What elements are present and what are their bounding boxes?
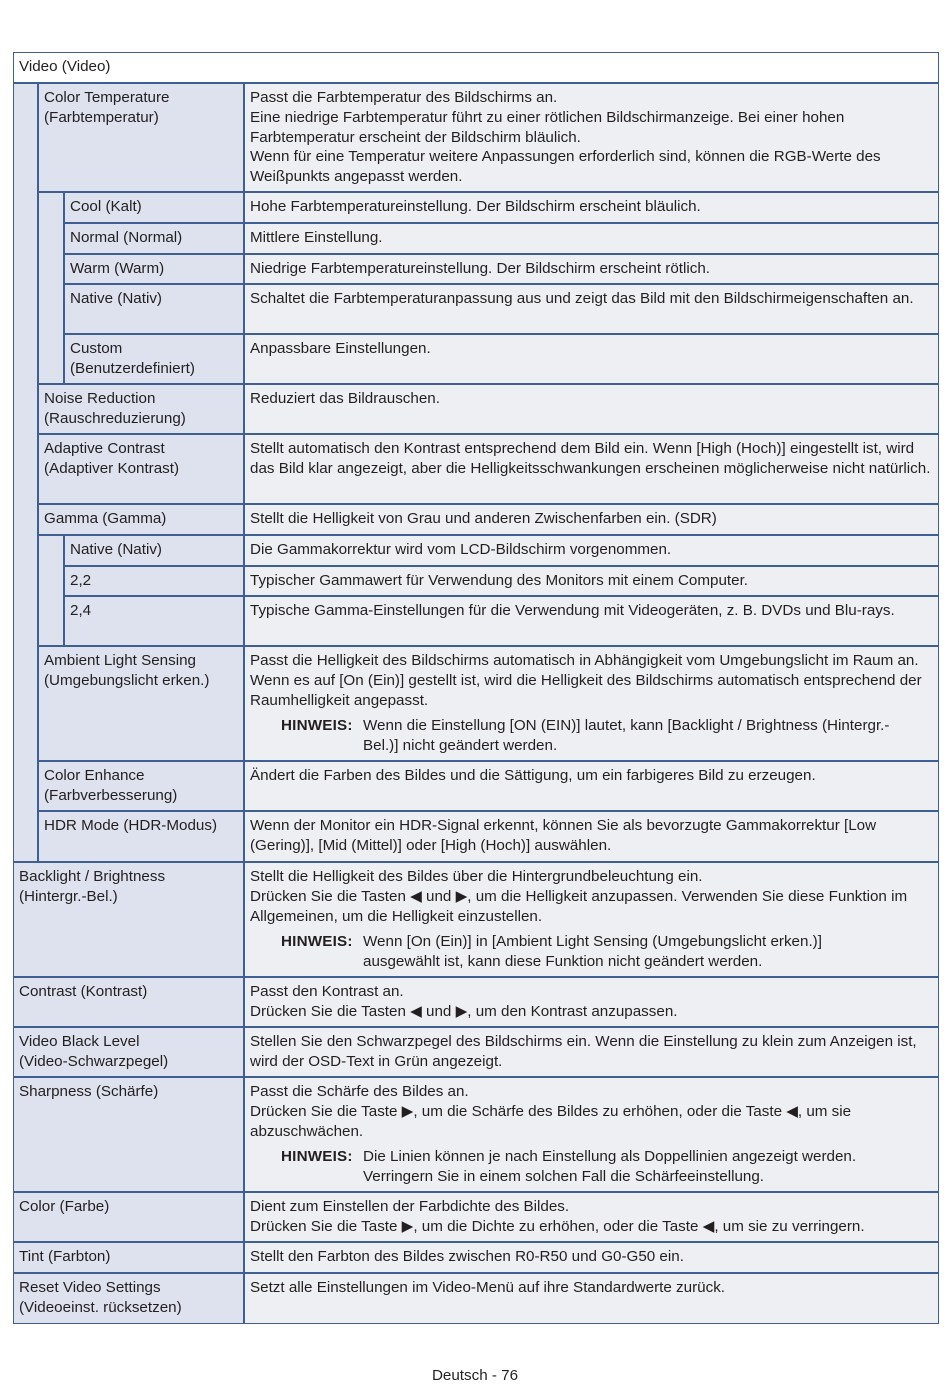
setting-label-reset-video-settings [13, 1273, 244, 1324]
setting-description-text: Setzt alle Einstellungen im Video-Menü auf ihre Standardwerte zurück. [250, 1279, 726, 1296]
setting-description-color-temperature [244, 83, 939, 192]
section-header-text: Video (Video) [19, 58, 111, 75]
note-block [250, 932, 933, 972]
setting-label-text: (Benutzerdefiniert) [70, 359, 195, 377]
setting-label-native-gamma [64, 535, 244, 566]
setting-label-cool [64, 192, 244, 223]
setting-label-text: Backlight / Brightness [19, 868, 166, 885]
indent-pad-color-temp [38, 192, 64, 384]
setting-description-text: Hohe Farbtemperatureinstellung. Der Bildschirm erscheint bläulich. [250, 198, 701, 215]
setting-label-contrast [13, 977, 244, 1027]
setting-description-text: Ändert die Farben des Bildes und die Sättigung, um ein farbigeres Bild zu erzeugen. [250, 767, 816, 784]
setting-label-text: (Adaptiver Kontrast) [44, 459, 180, 477]
setting-label-text: Tint (Farbton) [19, 1248, 111, 1265]
setting-description-ambient-light-sensing [244, 646, 939, 761]
setting-label-gamma-24 [64, 596, 244, 646]
setting-label-ambient-light-sensing [38, 646, 244, 761]
note-text: Verringern Sie in einem solchen Fall die Schärfeeinstellung. [363, 1168, 765, 1186]
setting-description-text: Stellt die Helligkeit des Bildes über die Hintergrundbeleuchtung ein. [250, 868, 703, 885]
setting-label-sharpness [13, 1077, 244, 1192]
setting-description-text: Passt den Kontrast an. [250, 983, 404, 1000]
setting-label-text: (Hintergr.-Bel.) [19, 887, 118, 905]
setting-description-text: Niedrige Farbtemperatureinstellung. Der Bildschirm erscheint rötlich. [250, 260, 711, 277]
setting-label-color-temperature [38, 83, 244, 192]
note-block [250, 716, 933, 756]
setting-description-text: Anpassbare Einstellungen. [250, 340, 431, 357]
setting-description-text: Schaltet die Farbtemperaturanpassung aus und zeigt das Bild mit den Bildschirmeigenschaften an. [250, 290, 914, 307]
note-text: Die Linien können je nach Einstellung als Doppellinien angezeigt werden. [363, 1148, 857, 1166]
setting-label-color-enhance [38, 761, 244, 811]
setting-label-text: (Videoeinst. rücksetzen) [19, 1298, 182, 1316]
setting-label-text: Contrast (Kontrast) [19, 983, 148, 1000]
setting-label-warm [64, 254, 244, 284]
setting-label-gamma-22 [64, 566, 244, 596]
setting-description-text: Passt die Farbtemperatur des Bildschirms an. [250, 89, 558, 106]
setting-label-text: Warm (Warm) [70, 260, 165, 277]
setting-description-text: Passt die Helligkeit des Bildschirms automatisch in Abhängigkeit vom Umgebungslicht im Raum an. Wenn es auf [On (Ein)] gestellt ist, wird die Helligkeit des Bildschirms automatisch entsprechend der Raumhelligkeit angepasst. [250, 652, 922, 709]
setting-description-text: Drücken Sie die Taste ▶, um die Schärfe des Bildes zu erhöhen, oder die Taste ◀, um sie abzuschwächen. [250, 1102, 852, 1140]
setting-label-gamma [38, 504, 244, 535]
setting-label-text: Sharpness (Schärfe) [19, 1083, 159, 1100]
setting-label-color [13, 1192, 244, 1242]
page-footer: Deutsch - 76 [431, 1367, 519, 1384]
setting-description-custom [244, 334, 939, 384]
setting-description-gamma-24 [244, 596, 939, 646]
setting-label-text: 2,4 [70, 602, 92, 619]
setting-description-tint [244, 1242, 939, 1273]
setting-label-noise-reduction [38, 384, 244, 434]
setting-label-text: (Farbverbesserung) [44, 786, 178, 804]
setting-description-text: Dient zum Einstellen der Farbdichte des Bildes. [250, 1198, 570, 1215]
setting-description-text: Wenn für eine Temperatur weitere Anpassungen erforderlich sind, können die RGB-Werte des Weißpunkts angepasst werden. [250, 148, 881, 186]
setting-description-text: Stellt den Farbton des Bildes zwischen R0-R50 und G0-G50 ein. [250, 1248, 684, 1265]
setting-label-text: (Farbtemperatur) [44, 108, 159, 126]
setting-description-text: Die Gammakorrektur wird vom LCD-Bildschirm vorgenommen. [250, 541, 672, 558]
setting-description-warm [244, 254, 939, 284]
setting-description-gamma-22 [244, 566, 939, 596]
setting-description-color [244, 1192, 939, 1242]
note-block [250, 1147, 933, 1187]
setting-description-text: Drücken Sie die Tasten ◀ und ▶, um die Helligkeit anzupassen. Verwenden Sie diese Funktion im Allgemeinen, um die Helligkeit einzustellen. [250, 887, 908, 925]
setting-label-text: Gamma (Gamma) [44, 510, 167, 527]
setting-label-text: Cool (Kalt) [70, 198, 142, 215]
setting-label-text: Native (Nativ) [70, 290, 162, 307]
note-text: Wenn [On (Ein)] in [Ambient Light Sensing (Umgebungslicht erken.)] [363, 933, 822, 951]
setting-label-text: Adaptive Contrast [44, 440, 165, 457]
note-label: HINWEIS: [281, 933, 353, 951]
setting-label-text: (Rauschreduzierung) [44, 409, 186, 427]
setting-label-text: Custom [70, 340, 123, 357]
setting-description-native-color [244, 284, 939, 334]
setting-description-sharpness [244, 1077, 939, 1192]
setting-description-text: Passt die Schärfe des Bildes an. [250, 1083, 469, 1100]
setting-label-normal [64, 223, 244, 254]
setting-description-reset-video-settings [244, 1273, 939, 1324]
setting-label-text: Ambient Light Sensing [44, 652, 196, 669]
setting-description-text: Stellen Sie den Schwarzpegel des Bildschirms ein. Wenn die Einstellung zu klein zum Anzeigen ist, wird der OSD-Text in Grün angezeigt. [250, 1033, 917, 1070]
note-text: Bel.)] nicht geändert werden. [363, 737, 558, 755]
setting-description-text: Typische Gamma-Einstellungen für die Verwendung mit Videogeräten, z. B. DVDs und Blu-rays. [250, 602, 895, 619]
setting-description-text: Drücken Sie die Tasten ◀ und ▶, um den Kontrast anzupassen. [250, 1002, 678, 1020]
setting-label-custom [64, 334, 244, 384]
setting-description-text: Wenn der Monitor ein HDR-Signal erkennt, können Sie als bevorzugte Gammakorrektur [Low (Gering)], [Mid (Mittel)] oder [High (Hoch)] auswählen. [250, 817, 877, 854]
setting-description-text: Stellt automatisch den Kontrast entsprechend dem Bild ein. Wenn [High (Hoch)] eingestellt ist, wird das Bild klar angezeigt, aber die Helligkeitsschwankungen erscheinen möglicherweise nicht natürlich. [250, 440, 931, 477]
setting-label-native-color [64, 284, 244, 334]
setting-description-contrast [244, 977, 939, 1027]
setting-description-video-black-level [244, 1027, 939, 1077]
setting-description-text: Typischer Gammawert für Verwendung des Monitors mit einem Computer. [250, 572, 749, 589]
indent-pad-gamma [38, 535, 64, 646]
setting-label-text: Normal (Normal) [70, 229, 183, 246]
setting-label-text: HDR Mode (HDR-Modus) [44, 817, 217, 834]
setting-description-text: Reduziert das Bildrauschen. [250, 390, 440, 407]
setting-label-text: (Umgebungslicht erken.) [44, 671, 210, 689]
setting-description-text: Stellt die Helligkeit von Grau und anderen Zwischenfarben ein. (SDR) [250, 510, 717, 527]
indent-pad-video [13, 83, 38, 862]
note-text: ausgewählt ist, kann diese Funktion nicht geändert werden. [363, 953, 763, 971]
setting-description-noise-reduction [244, 384, 939, 434]
setting-label-video-black-level [13, 1027, 244, 1077]
section-header [13, 52, 939, 83]
setting-label-text: 2,2 [70, 572, 92, 589]
note-label: HINWEIS: [281, 1148, 353, 1166]
setting-label-hdr-mode [38, 811, 244, 862]
setting-label-tint [13, 1242, 244, 1273]
setting-label-text: (Video-Schwarzpegel) [19, 1052, 169, 1070]
note-label: HINWEIS: [281, 717, 353, 735]
setting-description-text: Mittlere Einstellung. [250, 229, 383, 246]
setting-description-cool [244, 192, 939, 223]
setting-label-adaptive-contrast [38, 434, 244, 504]
setting-description-color-enhance [244, 761, 939, 811]
setting-label-text: Color (Farbe) [19, 1198, 110, 1215]
setting-description-normal [244, 223, 939, 254]
setting-label-text: Noise Reduction [44, 390, 156, 407]
setting-description-adaptive-contrast [244, 434, 939, 504]
setting-description-native-gamma [244, 535, 939, 566]
setting-label-text: Reset Video Settings [19, 1279, 161, 1296]
setting-description-text: Eine niedrige Farbtemperatur führt zu einer rötlichen Bildschirmanzeige. Bei einer hohen Farbtemperatur erscheint der Bildschirm bläulich. [250, 108, 845, 146]
setting-description-text: Drücken Sie die Taste ▶, um die Dichte zu erhöhen, oder die Taste ◀, um sie zu verringern. [250, 1217, 865, 1235]
setting-label-text: Native (Nativ) [70, 541, 162, 558]
setting-label-text: Color Enhance [44, 767, 145, 784]
note-text: Wenn die Einstellung [ON (EIN)] lautet, kann [Backlight / Brightness (Hintergr.- [363, 717, 890, 735]
setting-description-hdr-mode [244, 811, 939, 862]
setting-label-text: Color Temperature [44, 89, 170, 106]
setting-description-backlight-brightness [244, 862, 939, 977]
setting-description-gamma [244, 504, 939, 535]
setting-label-text: Video Black Level [19, 1033, 140, 1050]
setting-label-backlight-brightness [13, 862, 244, 977]
